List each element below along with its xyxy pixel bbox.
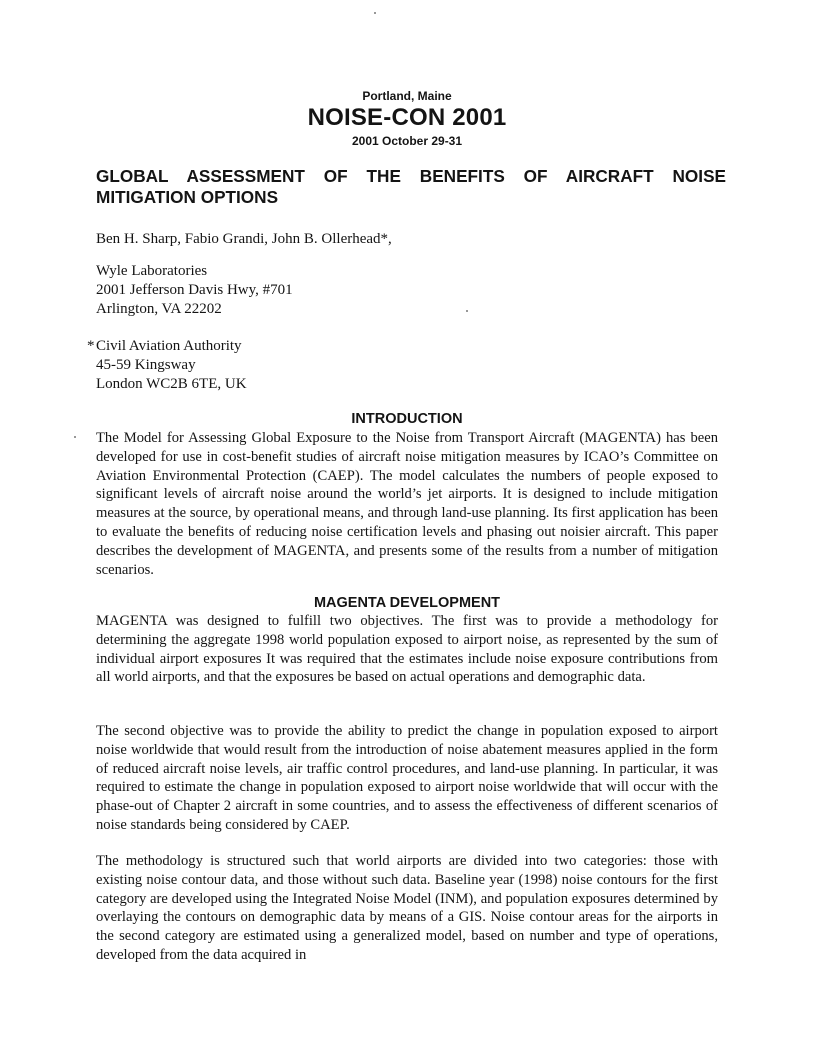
affiliation-line: 45-59 Kingsway [96,357,196,373]
paragraph-methodology: The methodology is structured such that world airports are divided into two categories: those with existing noise contour data, and those without such data. Baseline year (1998) noise contours for the first category are developed using the Integrated Noise Model (INM), and population exposures determined by overlaying the contours on demographic data by means of a GIS. Noise contour areas for the airports in the second category are estimated using a generalized model, based on number and type of operations, developed from the data acquired in [96,853,718,963]
author-list: Ben H. Sharp, Fabio Grandi, John B. Ollerhead*, [96,231,392,247]
affiliation-line: Arlington, VA 22202 [96,301,222,317]
affiliation-line: London WC2B 6TE, UK [96,376,247,392]
affiliation-line: Civil Aviation Authority [96,338,242,354]
scan-speck [74,436,76,438]
affiliation-footnote-marker: * [87,338,95,354]
paper-title: GLOBAL ASSESSMENT OF THE BENEFITS OF AIRCRAFT NOISE MITIGATION OPTIONS [96,166,726,207]
affiliation-caa [96,337,247,394]
scan-speck [374,12,376,14]
conference-name: NOISE-CON 2001 [307,104,507,131]
paragraph-introduction: The Model for Assessing Global Exposure to the Noise from Transport Aircraft (MAGENTA) has been developed for use in cost-benefit studies of aircraft noise mitigation measures by ICAO’s Committee on Aviation Environmental Protection (CAEP). The model calculates the numbers of people exposed to significant levels of aircraft noise around the world’s jet airports. It is designed to include mitigation measures at the source, by operational means, and through land-use planning. Its first application has been to evaluate the benefits of reducing noise certification levels and phasing out noisier aircraft. This paper describes the development of MAGENTA, and presents some of the results from a number of mitigation scenarios. [96,430,718,578]
affiliation-line: Wyle Laboratories [96,263,208,279]
scan-speck [466,310,468,312]
paragraph-objectives: MAGENTA was designed to fulfill two objectives. The first was to provide a methodology for determining the aggregate 1998 world population exposed to airport noise, as represented by the sum of individual airport exposures It was required that the estimates include noise exposure contributions from all world airports, and that the exposures be based on actual operations and demographic data. [96,613,718,686]
section-heading-introduction: INTRODUCTION [351,411,463,427]
affiliation-wyle [96,262,293,319]
section-heading-magenta-development: MAGENTA DEVELOPMENT [313,595,501,611]
affiliation-line: 2001 Jefferson Davis Hwy, #701 [96,282,293,298]
conference-dates: 2001 October 29-31 [351,134,463,148]
paragraph-second-objective: The second objective was to provide the ability to predict the change in population exposed to airport noise worldwide that would result from the introduction of noise abatement measures applied in the form of reduced aircraft noise levels, air traffic control procedures, and land-use planning. In particular, it was required to estimate the change in population exposed to airport noise worldwide that will occur with the phase-out of Chapter 2 aircraft in some countries, and to assess the effectiveness of different scenarios of noise standards being considered by CAEP. [96,723,718,833]
conference-location: Portland, Maine [362,89,452,103]
